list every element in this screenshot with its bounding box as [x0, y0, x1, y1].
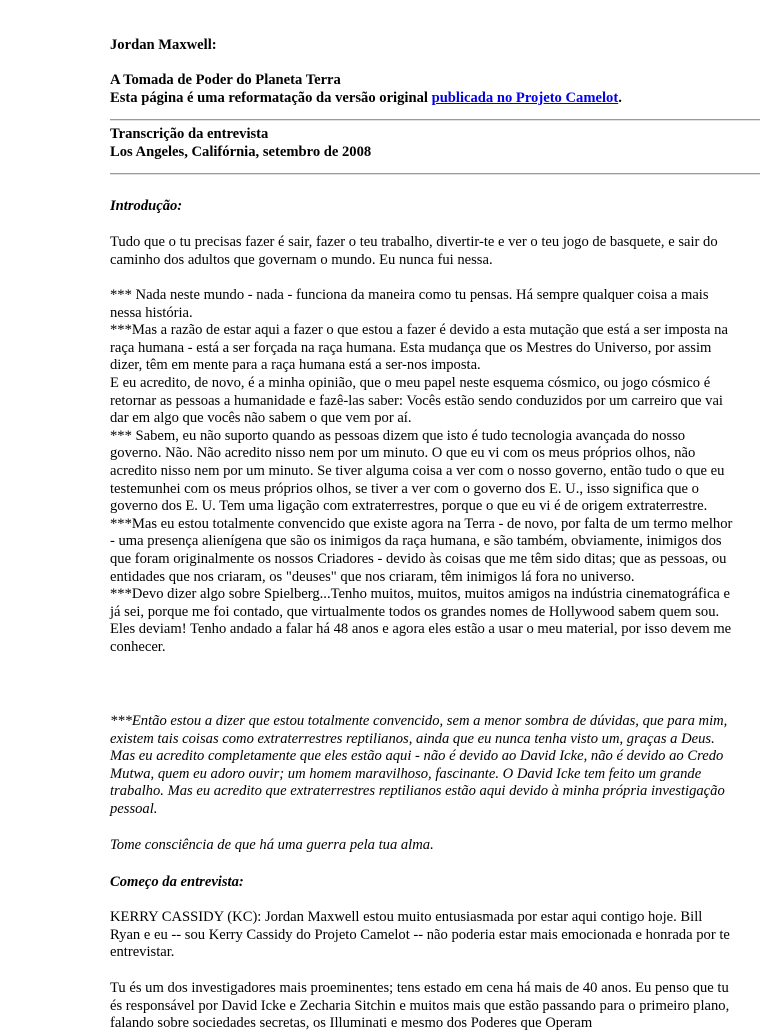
- author-heading: Jordan Maxwell:: [110, 37, 217, 53]
- intro-paragraph-1: Tudo que o tu precisas fazer é sair, fazer o teu trabalho, divertir-te e ver o teu jogo de basquete, e sair do caminho dos adultos que governam o mundo. Eu nunca fui nessa.: [110, 234, 718, 268]
- soul-war-line: Tome consciência de que há uma guerra pela tua alma.: [110, 837, 434, 853]
- interview-paragraph-2: Tu és um dos investigadores mais proeminentes; tens estado em cena há mais de 40 anos. Eu penso que tu és responsável por David Icke e Zecharia Sitchin e muitos mais que estão passando para o primeiro plano, falando sobre sociedades secretas, os Illuminati e mesmo dos Poderes que Operam: [110, 980, 730, 1032]
- divider-bottom: [110, 173, 760, 175]
- quote-paragraph-5: *** Sabem, eu não suporto quando as pessoas dizem que isto é tudo tecnologia avançada do nosso governo. Não. Não acredito nisso nem por um minuto. O que eu vi com os meus próprios olhos, não acredito nisso nem por um minuto. Se tiver alguma coisa a ver com o nosso governo, então tudo o que eu testemunhei com os meus próprios olhos, se tiver a ver com o governo dos E. U., isso significa que o governo dos E. U. Tem uma ligação com extraterrestres, porque o que eu vi é de origem extraterrestre.: [110, 427, 725, 515]
- camelot-source-link[interactable]: publicada no Projeto Camelot: [431, 90, 619, 106]
- divider-top: [110, 119, 760, 121]
- intro-heading: Introdução:: [110, 198, 183, 214]
- transcript-title: Transcrição da entrevista: [110, 126, 269, 142]
- quote-paragraph-2: *** Nada neste mundo - nada - funciona da maneira como tu pensas. Há sempre qualquer coisa a mais nessa história.: [110, 287, 709, 321]
- transcript-place-date: Los Angeles, Califórnia, setembro de 2008: [110, 144, 372, 160]
- reformat-note: [110, 90, 735, 108]
- interview-heading: Começo da entrevista:: [110, 874, 244, 890]
- reformat-prefix: Esta página é uma reformatação da versão original: [110, 90, 432, 106]
- quote-paragraph-italic: ***Então estou a dizer que estou totalmente convencido, sem a menor sombra de dúvidas, que para mim, existem tais coisas como extraterrestres reptilianos, ainda que eu nunca tenha visto um, graças a Deus. Mas eu acredito completamente que eles estão aqui - não é devido ao David Icke, não é devido ao Credo Mutwa, quem eu adoro ouvir; um homem maravilhoso, fascinante. O David Icke tem feito um grande trabalho. Mas eu acredito que extraterrestres reptilianos estão aqui devido à minha própria investigação pessoal.: [110, 713, 728, 817]
- quote-paragraph-3: ***Mas a razão de estar aqui a fazer o que estou a fazer é devido a esta mutação que está a ser imposta na raça humana - está a ser forçada na raça humana. Esta mudança que os Mestres do Universo, por assim dizer, têm em mente para a raça humana está a ser-nos imposta.: [110, 322, 728, 374]
- quote-paragraph-7: ***Devo dizer algo sobre Spielberg...Tenho muitos, muitos, muitos amigos na indústria cinematográfica e já sei, porque me foi contado, que virtualmente todos os grandes nomes de Hollywood sabem quem sou. Eles deviam! Tenho andado a falar há 48 anos e agora eles estão a usar o meu material, por isso devem me conhecer.: [110, 586, 732, 655]
- quote-paragraph-4: E eu acredito, de novo, é a minha opinião, que o meu papel neste esquema cósmico, ou jogo cósmico é retornar as pessoas a humanidade e fazê-las saber: Vocês estão sendo conduzidos por um carreiro que vai dar em algo que vocês não sabem o que vem por aí.: [110, 374, 723, 427]
- quote-paragraph-6: ***Mas eu estou totalmente convencido que existe agora na Terra - de novo, por falta de um termo melhor - uma presença alienígena que são os inimigos da raça humana, e são também, obviamente, inimigos dos que foram originalmente os nossos Criadores - devido às coisas que me têm sido ditas; que as pessoas, ou entidades que nos criaram, os "deuses" que nos criaram, têm inimigos lá fora no universo.: [110, 515, 733, 585]
- reformat-suffix: .: [618, 90, 622, 106]
- quotes-block: [110, 287, 735, 656]
- page-title: A Tomada de Poder do Planeta Terra: [110, 72, 341, 88]
- interview-paragraph-1: KERRY CASSIDY (KC): Jordan Maxwell estou muito entusiasmada por estar aqui contigo hoje. Bill Ryan e eu -- sou Kerry Cassidy do Projeto Camelot -- não poderia estar mais emocionada e honrada por te entrevistar.: [110, 909, 730, 961]
